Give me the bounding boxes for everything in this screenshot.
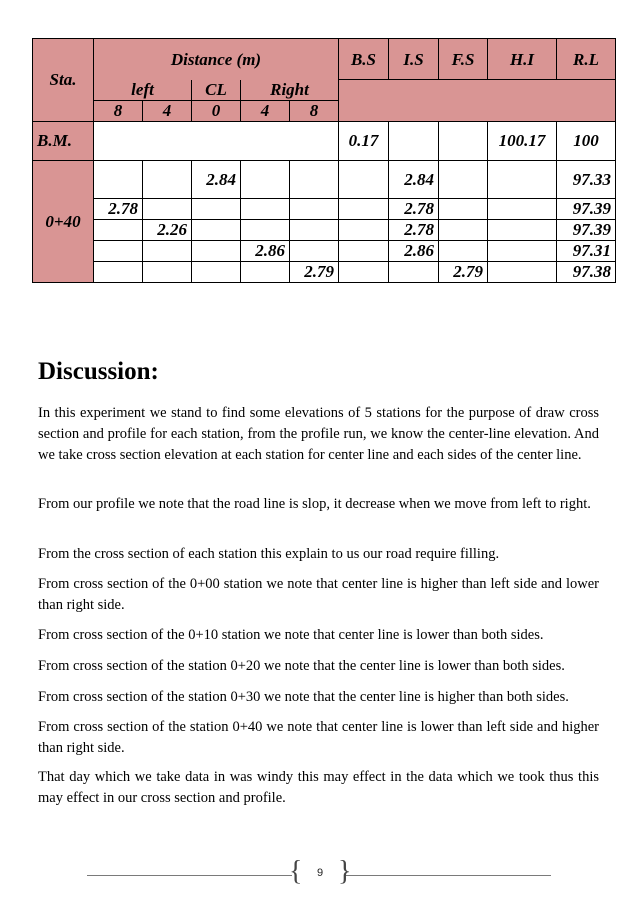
cell-hi (488, 261, 557, 282)
cell-offset (290, 160, 339, 198)
header-fs: F.S (439, 39, 488, 80)
discussion-paragraph: From cross section of the 0+10 station we note that center line is lower than both sides. (38, 627, 544, 643)
discussion-paragraph: From cross section of the station 0+30 we note that the center line is higher than both sides. (38, 689, 569, 705)
header-bs: B.S (339, 39, 389, 80)
table-row (33, 240, 616, 261)
cell-rl: 97.33 (557, 160, 616, 198)
cell-offset (241, 261, 290, 282)
bm-fs (439, 121, 488, 160)
cell-offset (241, 198, 290, 219)
cell-fs: 2.79 (439, 261, 488, 282)
cell-offset (94, 219, 143, 240)
cell-fs (439, 219, 488, 240)
offset-left-4: 4 (143, 100, 192, 121)
table-row (33, 219, 616, 240)
bm-rl: 100 (557, 121, 616, 160)
cell-offset (192, 198, 241, 219)
header-blank (339, 80, 616, 122)
cell-offset (94, 240, 143, 261)
cell-offset (94, 261, 143, 282)
table-row (33, 198, 616, 219)
cell-bs (339, 240, 389, 261)
discussion-paragraph: In this experiment we stand to find some elevations of 5 stations for the purpose of draw cross section and profile for each station, from the profile run, we know the center-line elevation. And we take cross section elevation at each station for center line and each sides of the center line. (38, 405, 599, 463)
cell-fs (439, 198, 488, 219)
header-left-label: left (131, 80, 154, 99)
cell-rl: 97.38 (557, 261, 616, 282)
cell-offset (192, 219, 241, 240)
header-cl: CL (192, 80, 241, 101)
cell-offset (143, 160, 192, 198)
cell-offset: 2.86 (241, 240, 290, 261)
cell-hi (488, 240, 557, 261)
header-right-label: Right (270, 80, 309, 99)
cell-bs (339, 261, 389, 282)
header-left (94, 80, 192, 101)
cell-is: 2.84 (389, 160, 439, 198)
cell-offset (143, 240, 192, 261)
header-is: I.S (389, 39, 439, 80)
bm-hi: 100.17 (488, 121, 557, 160)
cell-offset (241, 160, 290, 198)
header-hi: H.I (488, 39, 557, 80)
header-right (241, 80, 339, 101)
cell-offset (290, 198, 339, 219)
cell-fs (439, 240, 488, 261)
bm-offsets-blank (94, 121, 339, 160)
cell-offset (143, 261, 192, 282)
footer-brace-right: } (338, 856, 352, 887)
header-distance: Distance (m) (94, 39, 339, 80)
cell-bs (339, 160, 389, 198)
offset-cl-0: 0 (192, 100, 241, 121)
offset-right-8: 8 (290, 100, 339, 121)
discussion-paragraph: That day which we take data in was windy this may effect in the data which we took thus this may effect in our cross section and profile. (38, 769, 599, 806)
cell-offset (143, 198, 192, 219)
footer-rule-left (87, 875, 292, 876)
discussion-paragraph: From our profile we note that the road line is slop, it decrease when we move from left to right. (38, 496, 591, 512)
cell-bs (339, 198, 389, 219)
offset-right-4: 4 (241, 100, 290, 121)
cell-fs (439, 160, 488, 198)
cell-rl: 97.31 (557, 240, 616, 261)
header-station: Sta. (33, 39, 94, 122)
cell-rl: 97.39 (557, 219, 616, 240)
cell-is: 2.78 (389, 219, 439, 240)
cell-offset (192, 240, 241, 261)
discussion-paragraph: From the cross section of each station this explain to us our road require filling. (38, 546, 500, 562)
table-row (33, 160, 616, 198)
discussion-paragraph: From cross section of the 0+00 station we note that center line is higher than left side and lower than right side. (38, 576, 599, 613)
footer-brace-left: { (289, 856, 303, 887)
cell-bs (339, 219, 389, 240)
survey-table (32, 38, 616, 283)
cell-offset (94, 160, 143, 198)
discussion-heading: Discussion: (38, 358, 159, 385)
cell-offset (290, 240, 339, 261)
cell-is: 2.78 (389, 198, 439, 219)
table-row (33, 261, 616, 282)
cell-offset: 2.84 (192, 160, 241, 198)
cell-offset (241, 219, 290, 240)
cell-offset (290, 219, 339, 240)
cell-rl: 97.39 (557, 198, 616, 219)
cell-is (389, 261, 439, 282)
cell-hi (488, 219, 557, 240)
cell-offset: 2.79 (290, 261, 339, 282)
offset-left-8: 8 (94, 100, 143, 121)
bm-station: B.M. (33, 121, 94, 160)
page-number: 9 (316, 867, 324, 879)
discussion-paragraph: From cross section of the station 0+40 we note that center line is lower than left side and higher than right side. (38, 719, 599, 756)
cell-offset: 2.26 (143, 219, 192, 240)
cell-is: 2.86 (389, 240, 439, 261)
discussion-paragraph: From cross section of the station 0+20 we note that the center line is lower than both sides. (38, 658, 565, 674)
station-0-40: 0+40 (33, 160, 94, 282)
cell-hi (488, 160, 557, 198)
cell-offset (192, 261, 241, 282)
cell-offset: 2.78 (94, 198, 143, 219)
cell-hi (488, 198, 557, 219)
header-rl: R.L (557, 39, 616, 80)
bm-is (389, 121, 439, 160)
footer-rule-right (346, 875, 551, 876)
bm-bs: 0.17 (339, 121, 389, 160)
